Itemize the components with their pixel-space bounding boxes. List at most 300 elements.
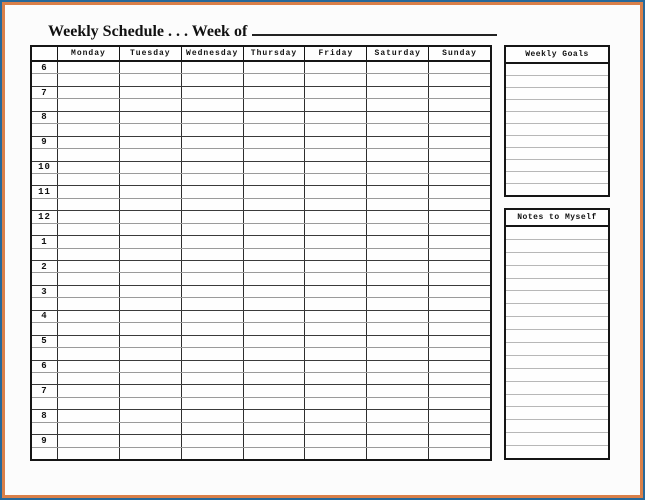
- schedule-cell: [304, 87, 366, 98]
- schedule-cell: [366, 448, 428, 459]
- schedule-cell: [57, 224, 119, 235]
- schedule-cell: [428, 149, 490, 160]
- schedule-cell: [181, 87, 243, 98]
- schedule-cell: [181, 162, 243, 173]
- grid-body: [32, 62, 490, 459]
- schedule-cell: [57, 336, 119, 347]
- schedule-cell: [243, 348, 305, 359]
- schedule-cell: [366, 249, 428, 260]
- schedule-cell: [243, 162, 305, 173]
- schedule-cell: [181, 211, 243, 222]
- schedule-cell: [119, 398, 181, 409]
- schedule-cell: [119, 87, 181, 98]
- hour-label: [32, 249, 57, 260]
- hour-label: [32, 149, 57, 160]
- schedule-cell: [57, 249, 119, 260]
- schedule-cell: [57, 99, 119, 110]
- schedule-cell: [181, 224, 243, 235]
- schedule-cell: [304, 211, 366, 222]
- goal-line: [506, 147, 608, 159]
- schedule-cell: [119, 298, 181, 309]
- schedule-cell: [119, 99, 181, 110]
- schedule-cell: [366, 423, 428, 434]
- schedule-cell: [243, 273, 305, 284]
- weekly-goals-box: [504, 45, 610, 197]
- hour-label: 8: [41, 410, 48, 421]
- schedule-cell: [181, 435, 243, 446]
- note-line: [506, 265, 608, 278]
- schedule-row: [32, 409, 490, 421]
- note-line: [506, 432, 608, 445]
- schedule-cell: [428, 373, 490, 384]
- schedule-cell: [243, 261, 305, 272]
- schedule-cell: [57, 87, 119, 98]
- schedule-cell: [181, 286, 243, 297]
- hour-label: 7: [41, 87, 48, 98]
- schedule-cell: [366, 236, 428, 247]
- schedule-cell: [428, 298, 490, 309]
- schedule-cell: [181, 410, 243, 421]
- schedule-cell: [304, 311, 366, 322]
- schedule-cell: [428, 211, 490, 222]
- schedule-cell: [366, 99, 428, 110]
- schedule-cell: [119, 385, 181, 396]
- schedule-row: [32, 62, 490, 73]
- schedule-cell: [243, 373, 305, 384]
- schedule-cell: [57, 124, 119, 135]
- schedule-cell: [366, 311, 428, 322]
- schedule-cell: [304, 137, 366, 148]
- note-line: [506, 290, 608, 303]
- schedule-cell: [181, 348, 243, 359]
- schedule-cell: [119, 249, 181, 260]
- schedule-row: [32, 322, 490, 334]
- note-line: [506, 381, 608, 394]
- schedule-cell: [119, 448, 181, 459]
- schedule-cell: [366, 286, 428, 297]
- goal-line: [506, 183, 608, 195]
- schedule-cell: [57, 162, 119, 173]
- schedule-cell: [243, 423, 305, 434]
- schedule-cell: [304, 323, 366, 334]
- schedule-cell: [119, 323, 181, 334]
- page-title-text: Weekly Schedule . . . Week of: [48, 23, 248, 40]
- schedule-cell: [181, 99, 243, 110]
- schedule-cell: [304, 261, 366, 272]
- schedule-cell: [243, 398, 305, 409]
- schedule-cell: [304, 423, 366, 434]
- schedule-cell: [428, 249, 490, 260]
- schedule-cell: [119, 199, 181, 210]
- schedule-cell: [366, 361, 428, 372]
- schedule-cell: [304, 162, 366, 173]
- schedule-cell: [366, 137, 428, 148]
- schedule-cell: [304, 186, 366, 197]
- day-header-tuesday: Tuesday: [119, 47, 181, 60]
- schedule-grid: [30, 45, 492, 461]
- hour-label: 7: [41, 386, 48, 397]
- goal-line: [506, 135, 608, 147]
- schedule-cell: [243, 74, 305, 85]
- schedule-cell: [119, 149, 181, 160]
- schedule-cell: [57, 373, 119, 384]
- schedule-cell: [366, 398, 428, 409]
- schedule-cell: [428, 236, 490, 247]
- schedule-cell: [304, 149, 366, 160]
- note-line: [506, 252, 608, 265]
- schedule-cell: [243, 124, 305, 135]
- schedule-cell: [304, 249, 366, 260]
- schedule-cell: [243, 323, 305, 334]
- schedule-cell: [304, 435, 366, 446]
- schedule-cell: [428, 74, 490, 85]
- schedule-cell: [57, 62, 119, 73]
- schedule-cell: [181, 298, 243, 309]
- schedule-cell: [428, 448, 490, 459]
- schedule-cell: [181, 236, 243, 247]
- schedule-cell: [243, 174, 305, 185]
- schedule-cell: [243, 385, 305, 396]
- goal-line: [506, 159, 608, 171]
- schedule-cell: [243, 286, 305, 297]
- schedule-cell: [181, 423, 243, 434]
- schedule-cell: [57, 361, 119, 372]
- schedule-cell: [119, 336, 181, 347]
- hour-label: [32, 298, 57, 309]
- schedule-cell: [119, 435, 181, 446]
- schedule-cell: [119, 112, 181, 123]
- schedule-cell: [366, 410, 428, 421]
- schedule-row: [32, 210, 490, 222]
- schedule-cell: [243, 236, 305, 247]
- schedule-cell: [57, 448, 119, 459]
- week-of-blank-line: [252, 20, 497, 36]
- schedule-cell: [243, 199, 305, 210]
- hour-label: 4: [41, 311, 48, 322]
- schedule-row: [32, 447, 490, 459]
- note-line: [506, 342, 608, 355]
- schedule-cell: [119, 348, 181, 359]
- schedule-row: [32, 372, 490, 384]
- schedule-cell: [119, 273, 181, 284]
- schedule-cell: [181, 373, 243, 384]
- schedule-cell: [428, 336, 490, 347]
- schedule-row: [32, 161, 490, 173]
- schedule-cell: [57, 137, 119, 148]
- schedule-row: [32, 73, 490, 85]
- schedule-cell: [181, 112, 243, 123]
- schedule-row: [32, 285, 490, 297]
- day-header-wednesday: Wednesday: [181, 47, 243, 60]
- schedule-cell: [304, 361, 366, 372]
- hour-label: [32, 124, 57, 135]
- note-line: [506, 278, 608, 291]
- schedule-cell: [428, 112, 490, 123]
- schedule-cell: [119, 211, 181, 222]
- schedule-cell: [181, 448, 243, 459]
- schedule-cell: [243, 361, 305, 372]
- hour-label: [32, 273, 57, 284]
- schedule-cell: [119, 261, 181, 272]
- schedule-cell: [428, 87, 490, 98]
- goal-line: [506, 75, 608, 87]
- schedule-row: [32, 235, 490, 247]
- schedule-cell: [181, 261, 243, 272]
- note-line: [506, 368, 608, 381]
- note-line: [506, 239, 608, 252]
- schedule-row: [32, 136, 490, 148]
- schedule-cell: [119, 410, 181, 421]
- schedule-cell: [57, 186, 119, 197]
- schedule-cell: [366, 74, 428, 85]
- schedule-row: [32, 335, 490, 347]
- schedule-cell: [243, 211, 305, 222]
- schedule-cell: [57, 298, 119, 309]
- schedule-row: [32, 223, 490, 235]
- page-title: [48, 20, 497, 41]
- grid-day-headers: [32, 47, 490, 62]
- note-line: [506, 394, 608, 407]
- schedule-cell: [366, 124, 428, 135]
- hour-label: 6: [41, 361, 48, 372]
- schedule-cell: [119, 162, 181, 173]
- schedule-cell: [428, 174, 490, 185]
- schedule-cell: [181, 137, 243, 148]
- schedule-cell: [428, 286, 490, 297]
- schedule-cell: [428, 186, 490, 197]
- day-header-sunday: Sunday: [428, 47, 490, 60]
- schedule-cell: [366, 261, 428, 272]
- schedule-cell: [304, 336, 366, 347]
- schedule-cell: [119, 311, 181, 322]
- schedule-cell: [366, 224, 428, 235]
- schedule-cell: [304, 298, 366, 309]
- schedule-cell: [366, 373, 428, 384]
- note-line: [506, 227, 608, 239]
- schedule-cell: [57, 273, 119, 284]
- note-line: [506, 303, 608, 316]
- schedule-cell: [57, 174, 119, 185]
- schedule-cell: [243, 99, 305, 110]
- schedule-cell: [57, 423, 119, 434]
- schedule-cell: [428, 361, 490, 372]
- schedule-cell: [243, 336, 305, 347]
- schedule-cell: [119, 224, 181, 235]
- schedule-cell: [119, 236, 181, 247]
- schedule-cell: [119, 423, 181, 434]
- schedule-cell: [119, 174, 181, 185]
- hour-label: [32, 348, 57, 359]
- schedule-cell: [366, 112, 428, 123]
- notes-to-myself-title: Notes to Myself: [506, 210, 608, 227]
- schedule-cell: [243, 410, 305, 421]
- schedule-cell: [243, 298, 305, 309]
- schedule-cell: [243, 448, 305, 459]
- schedule-cell: [243, 137, 305, 148]
- note-line: [506, 329, 608, 342]
- schedule-cell: [119, 124, 181, 135]
- schedule-cell: [119, 137, 181, 148]
- note-line: [506, 316, 608, 329]
- hour-column-header: [32, 47, 57, 60]
- hour-label: [32, 423, 57, 434]
- schedule-cell: [181, 385, 243, 396]
- schedule-cell: [304, 199, 366, 210]
- schedule-cell: [366, 435, 428, 446]
- schedule-cell: [366, 336, 428, 347]
- schedule-cell: [366, 273, 428, 284]
- schedule-cell: [243, 224, 305, 235]
- schedule-cell: [181, 398, 243, 409]
- schedule-cell: [181, 361, 243, 372]
- hour-label: 10: [38, 162, 51, 173]
- schedule-cell: [57, 435, 119, 446]
- hour-label: 12: [38, 211, 51, 222]
- notes-to-myself-box: [504, 208, 610, 460]
- schedule-cell: [304, 236, 366, 247]
- schedule-cell: [57, 286, 119, 297]
- schedule-cell: [428, 435, 490, 446]
- schedule-cell: [181, 323, 243, 334]
- schedule-cell: [119, 74, 181, 85]
- schedule-cell: [304, 99, 366, 110]
- schedule-row: [32, 310, 490, 322]
- schedule-cell: [181, 74, 243, 85]
- schedule-cell: [57, 149, 119, 160]
- schedule-cell: [181, 149, 243, 160]
- schedule-cell: [304, 112, 366, 123]
- hour-label: [32, 174, 57, 185]
- schedule-cell: [366, 348, 428, 359]
- note-line: [506, 419, 608, 432]
- schedule-cell: [304, 385, 366, 396]
- hour-label: [32, 99, 57, 110]
- schedule-row: [32, 434, 490, 446]
- hour-label: 5: [41, 336, 48, 347]
- schedule-cell: [304, 174, 366, 185]
- schedule-cell: [181, 336, 243, 347]
- hour-label: [32, 373, 57, 384]
- goals-lines: [506, 64, 608, 195]
- schedule-cell: [57, 261, 119, 272]
- schedule-cell: [243, 149, 305, 160]
- schedule-cell: [428, 162, 490, 173]
- schedule-cell: [366, 211, 428, 222]
- schedule-cell: [181, 249, 243, 260]
- goal-line: [506, 171, 608, 183]
- schedule-row: [32, 248, 490, 260]
- schedule-cell: [304, 224, 366, 235]
- schedule-cell: [304, 373, 366, 384]
- schedule-cell: [428, 124, 490, 135]
- schedule-cell: [366, 174, 428, 185]
- schedule-cell: [366, 162, 428, 173]
- schedule-cell: [119, 286, 181, 297]
- schedule-cell: [243, 435, 305, 446]
- schedule-cell: [366, 87, 428, 98]
- schedule-row: [32, 272, 490, 284]
- schedule-row: [32, 384, 490, 396]
- schedule-cell: [57, 323, 119, 334]
- schedule-row: [32, 347, 490, 359]
- schedule-cell: [57, 112, 119, 123]
- hour-label: 2: [41, 261, 48, 272]
- schedule-cell: [243, 87, 305, 98]
- schedule-cell: [366, 199, 428, 210]
- schedule-cell: [57, 236, 119, 247]
- weekly-goals-title: Weekly Goals: [506, 47, 608, 64]
- schedule-cell: [181, 186, 243, 197]
- schedule-cell: [304, 124, 366, 135]
- schedule-cell: [366, 186, 428, 197]
- hour-label: 8: [41, 112, 48, 123]
- schedule-cell: [304, 448, 366, 459]
- schedule-row: [32, 148, 490, 160]
- schedule-cell: [428, 385, 490, 396]
- schedule-cell: [428, 323, 490, 334]
- schedule-cell: [243, 186, 305, 197]
- schedule-cell: [428, 348, 490, 359]
- schedule-cell: [181, 124, 243, 135]
- schedule-cell: [57, 385, 119, 396]
- schedule-cell: [243, 249, 305, 260]
- hour-label: [32, 74, 57, 85]
- schedule-cell: [428, 99, 490, 110]
- schedule-cell: [428, 311, 490, 322]
- schedule-cell: [366, 385, 428, 396]
- schedule-cell: [243, 112, 305, 123]
- schedule-cell: [57, 199, 119, 210]
- schedule-cell: [428, 62, 490, 73]
- schedule-cell: [181, 273, 243, 284]
- schedule-cell: [119, 62, 181, 73]
- schedule-cell: [428, 273, 490, 284]
- day-header-saturday: Saturday: [366, 47, 428, 60]
- schedule-cell: [57, 211, 119, 222]
- schedule-cell: [428, 199, 490, 210]
- schedule-cell: [119, 373, 181, 384]
- hour-label: 9: [41, 435, 48, 446]
- schedule-row: [32, 297, 490, 309]
- schedule-cell: [304, 62, 366, 73]
- day-header-friday: Friday: [304, 47, 366, 60]
- hour-label: 3: [41, 286, 48, 297]
- goal-line: [506, 99, 608, 111]
- hour-label: 6: [41, 62, 48, 73]
- schedule-cell: [57, 410, 119, 421]
- hour-label: 1: [41, 236, 48, 247]
- goal-line: [506, 87, 608, 99]
- notes-lines: [506, 227, 608, 458]
- hour-label: [32, 448, 57, 459]
- schedule-row: [32, 98, 490, 110]
- hour-label: [32, 398, 57, 409]
- schedule-cell: [181, 174, 243, 185]
- schedule-cell: [428, 261, 490, 272]
- schedule-cell: [304, 410, 366, 421]
- hour-label: [32, 323, 57, 334]
- schedule-cell: [119, 186, 181, 197]
- hour-label: 11: [38, 187, 51, 198]
- schedule-cell: [428, 137, 490, 148]
- schedule-cell: [428, 410, 490, 421]
- schedule-cell: [366, 298, 428, 309]
- schedule-cell: [366, 149, 428, 160]
- goal-line: [506, 64, 608, 75]
- schedule-cell: [181, 199, 243, 210]
- schedule-cell: [304, 398, 366, 409]
- day-header-thursday: Thursday: [243, 47, 305, 60]
